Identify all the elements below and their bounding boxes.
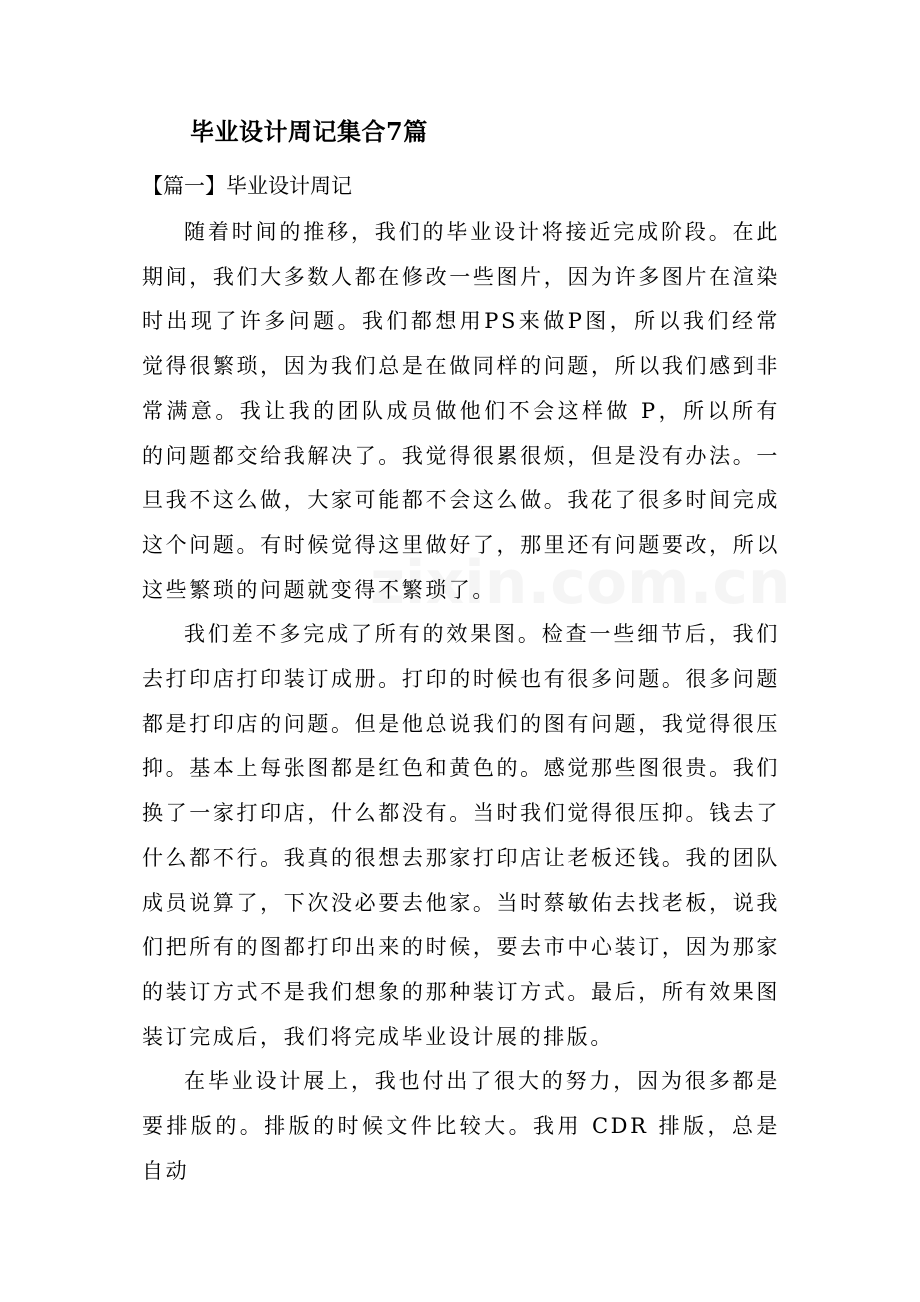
body-text (142, 210, 780, 1193)
paragraph-1: 随着时间的推移，我们的毕业设计将接近完成阶段。在此期间，我们大多数人都在修改一些图片，因为许多图片在渲染时出现了许多问题。我们都想用PS来做P图，所以我们经常觉得很繁琐，因为我们总是在做同样的问题，所以我们感到非常满意。我让我的团队成员做他们不会这样做 P，所以所有的问题都交给我解决了。我觉得很累很烦，但是没有办法。一旦我不这么做，大家可能都不会这么做。我花了很多时间完成这个问题。有时候觉得这里做好了，那里还有问题要改，所以这些繁琐的问题就变得不繁琐了。 (142, 220, 780, 602)
paragraph-3: 在毕业设计展上，我也付出了很大的努力，因为很多都是要排版的。排版的时候文件比较大。我用 CDR 排版，总是自动 (142, 1069, 780, 1183)
document-title: 毕业设计周记集合7篇 (190, 117, 428, 146)
paragraph-2: 我们差不多完成了所有的效果图。检查一些细节后，我们去打印店打印装订成册。打印的时候也有很多问题。很多问题都是打印店的问题。但是他总说我们的图有问题，我觉得很压抑。基本上每张图都是红色和黄色的。感觉那些图很贵。我们换了一家打印店，什么都没有。当时我们觉得很压抑。钱去了什么都不行。我真的很想去那家打印店让老板还钱。我的团队成员说算了，下次没必要去他家。当时蔡敏佑去找老板，说我们把所有的图都打印出来的时候，要去市中心装订，因为那家的装订方式不是我们想象的那种装订方式。最后，所有效果图装订完成后，我们将完成毕业设计展的排版。 (142, 622, 780, 1049)
section-heading: 【篇一】毕业设计周记 (142, 174, 352, 198)
